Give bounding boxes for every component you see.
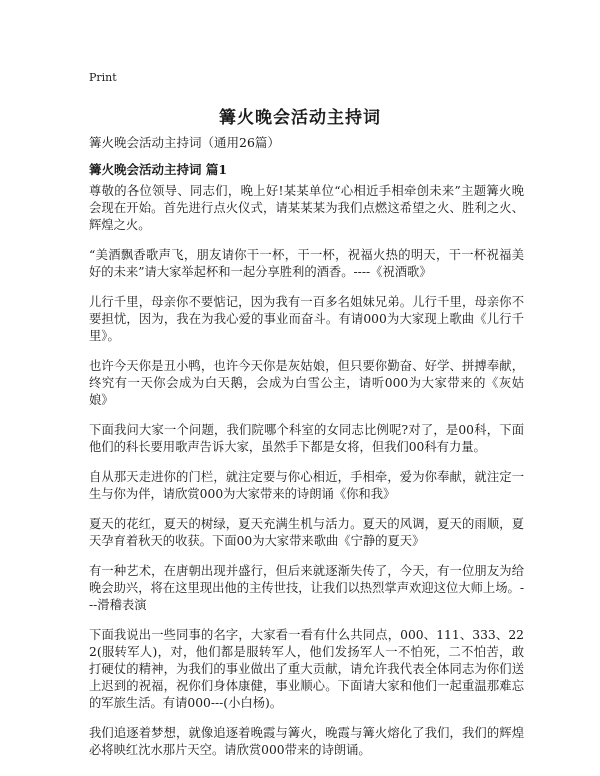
print-label[interactable]: Print <box>89 71 117 84</box>
paragraph: 儿行千里，母亲你不要惦记，因为我有一百多名姐妹兄弟。儿行千里，母亲你不要担忧，因为，我在为我心爱的事业而奋斗。有请000为大家现上歌曲《儿行千里》。 <box>89 295 524 343</box>
document-subtitle: 篝火晚会活动主持词（通用26篇） <box>89 135 280 150</box>
paragraph: 夏天的花红，夏天的树绿，夏天充满生机与活力。夏天的风调，夏天的雨顺，夏天孕育着秋天的收获。下面00为大家带来歌曲《宁静的夏天》 <box>89 517 524 548</box>
paragraph: “美酒飘香歌声飞，朋友请你干一杯，干一杯，祝福火热的明天，干一杯祝福美好的未来”请大家举起杯和一起分享胜利的酒香。----《祝酒歌》 <box>89 248 524 279</box>
paragraph: 我们追逐着梦想，就像追逐着晚霞与篝火，晚霞与篝火熔化了我们，我们的辉煌必将映红沈水那片天空。请欣赏000带来的诗朗诵。 <box>89 726 524 757</box>
paragraph: 自从那天走进你的门栏，就注定要与你心相近，手相牵，爱为你奉献，就注定一生与你为伴，请欣赏000为大家带来的诗朗诵《你和我》 <box>89 470 524 501</box>
section-heading: 篝火晚会活动主持词 篇1 <box>89 162 228 177</box>
page-title: 篝火晚会活动主持词 <box>219 108 381 128</box>
paragraph: 有一种艺术，在唐朝出现并盛行，但后来就逐渐失传了，今天，有一位朋友为给晚会助兴，将在这里现出他的主传世技，让我们以热烈掌声欢迎这位大师上场。---滑稽表演 <box>89 564 524 612</box>
paragraph: 尊敬的各位领导、同志们，晚上好!某某单位“心相近手相牵创未来”主题篝火晚会现在开始。首先进行点火仪式，请某某某为我们点燃这希望之火、胜利之火、辉煌之火。 <box>89 184 524 232</box>
paragraph: 下面我说出一些同事的名字，大家看一看有什么共同点，000、111、333、222(服转军人)，对，他们都是服转军人，他们发扬军人一不怕死，二不怕苦，敢打硬仗的精神，为我们的事业做出了重大贡献，请允许我代表全体同志为你们送上迟到的祝福，祝你们身体康健，事业顺心。下面请大家和他们一起重温那难忘的军旅生活。有请000---(小白杨)。 <box>89 628 524 710</box>
article-body <box>89 183 524 772</box>
paragraph: 也许今天你是丑小鸭，也许今天你是灰姑娘，但只要你勤奋、好学、拼搏奉献，终究有一天你会成为白天鹅，会成为白雪公主，请听000为大家带来的《灰姑娘》 <box>89 359 524 407</box>
paragraph: 下面我问大家一个问题，我们院哪个科室的女同志比例呢?对了，是00科，下面他们的科长要用歌声告诉大家，虽然手下都是女将，但我们00科有力量。 <box>89 423 524 454</box>
